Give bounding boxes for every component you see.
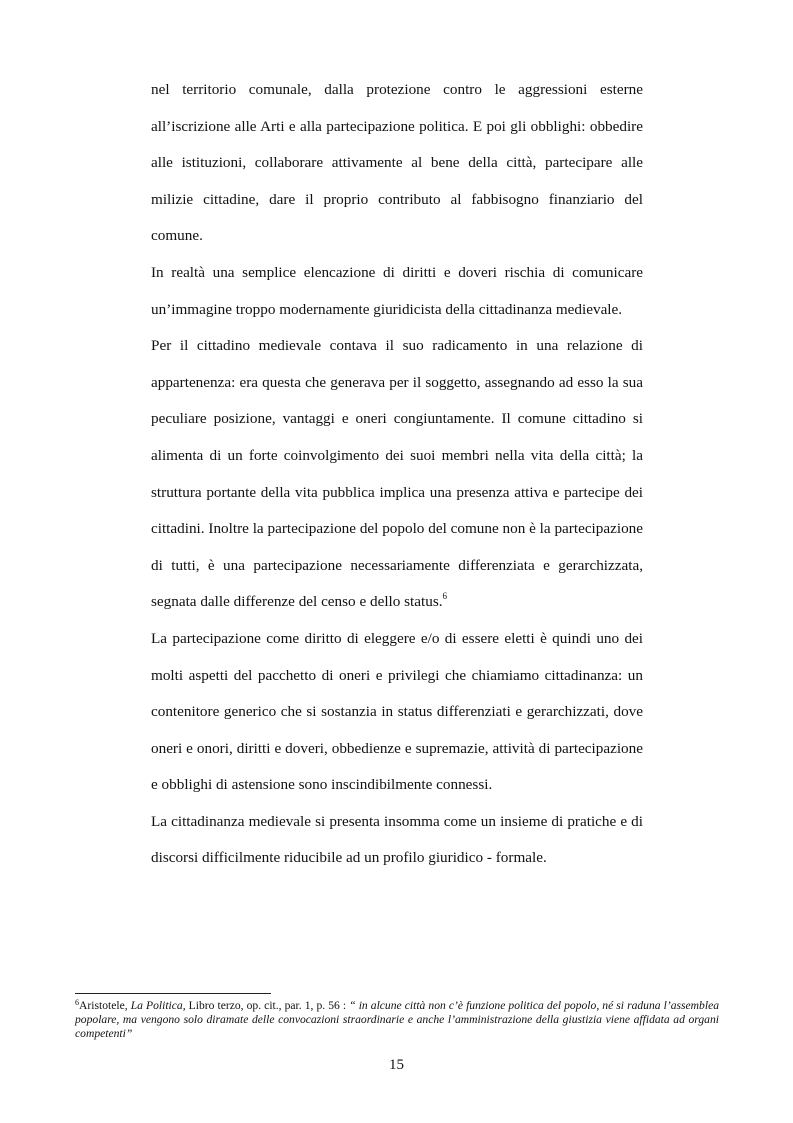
paragraph-3-text: Per il cittadino medievale contava il suo radicamento in una relazione di appartenenza: era questa che generava per il soggetto, assegnando ad esso la sua peculiare posizione, vantaggi e oneri congiuntamente. Il comune cittadino si alimenta di un forte coinvolgimento dei suoi membri nella vita della città; la struttura portante della vita pubblica implica una presenza attiva e partecipe dei cittadini. Inoltre la partecipazione del popolo del comune non è la partecipazione di tutti, è una partecipazione necessariamente differenziata e gerarchizzata, segnata dalle differenze del censo e dello status. [151, 337, 643, 611]
paragraph-2: In realtà una semplice elencazione di diritti e doveri rischia di comunicare un’immagine troppo modernamente giuridicista della cittadinanza medievale. [151, 263, 643, 318]
footnote-quote: “ in alcune città non c’è funzione politica del popolo, né si raduna l’assemblea popolare, ma vengono solo diramate delle convocazioni straordinarie e anche l’amministrazione della giustizia viene affidata ad organi competenti” [75, 999, 720, 1041]
footnote-separator [75, 993, 271, 994]
paragraph-1: nel territorio comunale, dalla protezione contro le aggressioni esterne all’iscrizione alle Arti e alla partecipazione politica. E poi gli obblighi: obbedire alle istituzioni, collaborare attivamente al bene della città, partecipare alle milizie cittadine, dare il proprio contributo al fabbisogno finanziario del comune. [151, 81, 643, 245]
paragraph-4: La partecipazione come diritto di eleggere e/o di essere eletti è quindi uno dei molti aspetti del pacchetto di oneri e privilegi che chiamiamo cittadinanza: un contenitore generico che si sostanzia in status differenziati e gerarchizzati, dove oneri e onori, diritti e doveri, obbedienze e supremazie, attività di partecipazione e obblighi di astensione sono inscindibilmente connessi. [151, 629, 643, 794]
footnote-mark: 6 [75, 998, 79, 1007]
footnote [75, 999, 719, 1042]
paragraph-3 [151, 328, 643, 621]
paragraph-5: La cittadinanza medievale si presenta insomma come un insieme di pratiche e di discorsi difficilmente riducibile ad un profilo giuridico - formale. [151, 812, 643, 867]
page-number: 15 [389, 1057, 404, 1073]
footnote-title: La Politica, [130, 999, 186, 1012]
footnote-reference[interactable]: 6 [442, 591, 448, 602]
main-text [151, 72, 643, 877]
footnote-citation: Libro terzo, op. cit., par. 1, p. 56 : [185, 999, 350, 1012]
footnote-author: Aristotele, [79, 999, 131, 1012]
